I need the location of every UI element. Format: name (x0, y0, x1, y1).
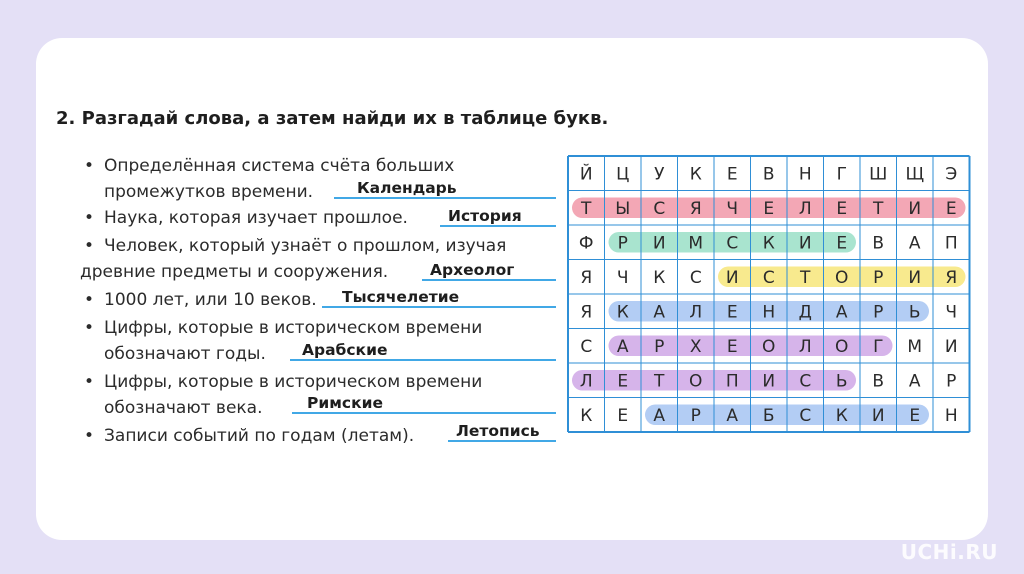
clue-6-answer: Римские (307, 394, 383, 412)
grid-letter: А (835, 302, 848, 323)
grid-letter: Т (873, 198, 884, 219)
answer-line (290, 359, 556, 361)
grid-letter: Э (945, 164, 958, 185)
clue-5-answer: Арабские (302, 341, 388, 359)
bullet: • (84, 208, 95, 228)
grid-letter: А (653, 302, 666, 323)
grid-letter: И (871, 405, 885, 426)
grid-letter: П (725, 371, 739, 392)
clue-6-line-1: Цифры, которые в историческом времени (104, 372, 483, 392)
grid-letter: И (908, 267, 922, 288)
bullet: • (84, 318, 95, 338)
grid-letter: К (616, 302, 629, 323)
grid-letter: Й (579, 164, 593, 185)
grid-letter: К (835, 405, 848, 426)
clue-5-line-1: Цифры, которые в историческом времени (104, 318, 483, 338)
clue-7-answer: Летопись (456, 422, 540, 440)
grid-letter: Р (873, 267, 884, 288)
grid-letter: С (580, 336, 593, 357)
grid-letter: К (653, 267, 666, 288)
grid-letter: Д (798, 302, 812, 323)
grid-letter: Я (580, 267, 593, 288)
grid-letter: Л (798, 336, 812, 357)
grid-letter: Ы (615, 198, 631, 219)
grid-letter: Г (836, 164, 847, 185)
grid-letter: С (762, 267, 775, 288)
grid-letter: Ч (726, 198, 739, 219)
answer-line (422, 279, 556, 281)
grid-letter: И (798, 233, 812, 254)
grid-letter: Р (873, 302, 884, 323)
grid-letter: Е (617, 405, 629, 426)
clue-3-line-2: древние предметы и сооружения. (80, 262, 389, 282)
grid-letter: Е (836, 233, 848, 254)
grid-letter: Я (689, 198, 702, 219)
bullet: • (84, 426, 95, 446)
grid-letter: Р (617, 233, 628, 254)
clue-3-line-1: Человек, который узнаёт о прошлом, изучая (104, 236, 507, 256)
clue-4-line-1: 1000 лет, или 10 веков. (104, 290, 317, 310)
brand-logo: UCHi.RU (900, 540, 998, 564)
grid-letter: В (762, 164, 775, 185)
bullet: • (84, 236, 95, 256)
grid-letter: М (688, 233, 704, 254)
answer-line (292, 412, 556, 414)
grid-letter: Р (690, 405, 701, 426)
grid-letter: К (580, 405, 593, 426)
grid-letter: Г (873, 336, 884, 357)
grid-letter: Щ (905, 164, 925, 185)
grid-letter: В (872, 371, 885, 392)
grid-letter: Ь (835, 371, 848, 392)
grid-letter: И (762, 371, 776, 392)
grid-letter: Е (909, 405, 921, 426)
grid-letter: М (907, 336, 923, 357)
answer-line (322, 306, 556, 308)
grid-letter: Я (945, 267, 958, 288)
grid-letter: С (799, 405, 812, 426)
grid-letter: Р (654, 336, 665, 357)
letter-grid (566, 154, 972, 438)
grid-letter: Ч (616, 267, 629, 288)
clue-3-answer: Археолог (430, 261, 515, 279)
grid-letter: Е (726, 164, 738, 185)
grid-letter: У (654, 164, 665, 185)
bullet: • (84, 372, 95, 392)
grid-letter: Л (798, 198, 812, 219)
grid-letter: Т (800, 267, 811, 288)
clue-1-line-2: промежутков времени. (104, 182, 314, 202)
grid-letter: А (908, 233, 921, 254)
bullet: • (84, 290, 95, 310)
grid-letter: Б (762, 405, 775, 426)
clue-2-answer: История (448, 207, 522, 225)
grid-letter: А (653, 405, 666, 426)
clue-4-answer: Тысячелетие (342, 288, 460, 306)
clue-1-answer: Календарь (357, 179, 457, 197)
grid-letter: Н (762, 302, 776, 323)
grid-letter: О (689, 371, 703, 392)
grid-letter: Х (689, 336, 702, 357)
grid-letter: С (726, 233, 739, 254)
grid-letter: Ш (869, 164, 888, 185)
grid-letter: Н (944, 405, 958, 426)
grid-letter: Е (726, 302, 738, 323)
grid-letter: Е (836, 198, 848, 219)
grid-letter: А (908, 371, 921, 392)
grid-letter: И (908, 198, 922, 219)
clue-5-line-2: обозначают годы. (104, 344, 266, 364)
answer-line (448, 440, 556, 442)
grid-letter: И (944, 336, 958, 357)
grid-letter: И (725, 267, 739, 288)
grid-letter: Р (946, 371, 957, 392)
grid-letter: Н (798, 164, 812, 185)
grid-letter: А (616, 336, 629, 357)
grid-letter: С (689, 267, 702, 288)
grid-letter: К (762, 233, 775, 254)
grid-letter: А (726, 405, 739, 426)
clue-1-line-1: Определённая система счёта больших (104, 156, 455, 176)
grid-letter: Л (579, 371, 593, 392)
grid-letter: Ь (908, 302, 921, 323)
grid-letter: Е (617, 371, 629, 392)
answer-line (440, 225, 556, 227)
grid-letter: С (653, 198, 666, 219)
grid-letter: О (762, 336, 776, 357)
grid-letter: О (835, 336, 849, 357)
grid-letter: С (799, 371, 812, 392)
grid-letter: Ф (578, 233, 594, 254)
answer-line (334, 197, 556, 199)
grid-letter: О (835, 267, 849, 288)
grid-letter: И (652, 233, 666, 254)
grid-letter: Е (763, 198, 775, 219)
clue-2-line-1: Наука, которая изучает прошлое. (104, 208, 408, 228)
grid-letter: Т (581, 198, 592, 219)
bullet: • (84, 156, 95, 176)
grid-letter: В (872, 233, 885, 254)
clue-7-line-1: Записи событий по годам (летам). (104, 426, 415, 446)
grid-letter: К (689, 164, 702, 185)
grid-letter: Е (945, 198, 957, 219)
grid-letter: Я (580, 302, 593, 323)
task-title: 2. Разгадай слова, а затем найди их в таблице букв. (56, 108, 609, 129)
grid-letter: Л (689, 302, 703, 323)
grid-letter: Е (726, 336, 738, 357)
letter-grid-svg (566, 154, 972, 434)
grid-letter: П (944, 233, 958, 254)
grid-letter: Ц (616, 164, 630, 185)
grid-letter: Ч (945, 302, 958, 323)
grid-letter: Т (654, 371, 665, 392)
clue-6-line-2: обозначают века. (104, 398, 263, 418)
